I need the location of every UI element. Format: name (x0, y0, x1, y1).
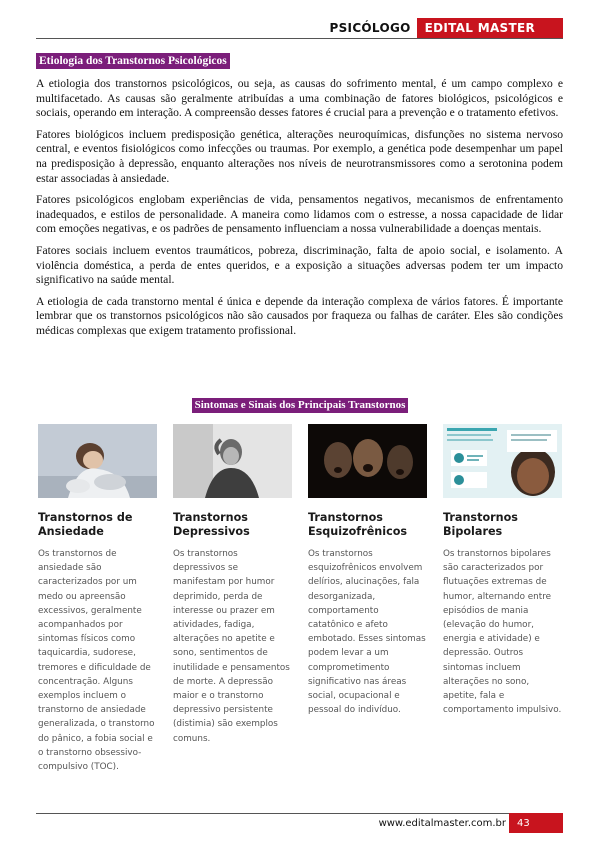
card-title: Transtornos Depressivos (173, 511, 250, 538)
card-title: Transtornos de Ansiedade (38, 511, 133, 538)
paragraph: Fatores biológicos incluem predisposição genética, alterações neuroquímicas, disfunções no sistema nervoso central, e eventos fisiológicos como infecções ou traumas. Por exemplo, a genética pode desempenhar um papel na predisposição à depressão, enquanto alterações nos níveis de neurotransmissores como a serotonina podem estar associadas à ansiedade. (36, 127, 563, 185)
card-text: Os transtornos bipolares são caracterizados por flutuações extremas de humor, alternando entre episódios de mania (elevação do humor, energia e atividade) e depressão. Outros sintomas incluem alterações no sono, apetite, fala e comportamento impulsivo. (443, 549, 562, 716)
paragraph: A etiologia de cada transtorno mental é única e depende da interação complexa de vários fatores. É importante lembrar que os transtornos psicológicos não são causados por fraqueza ou falhas de caráter. Eles são condições médicas complexas que exigem tratamento profissional. (36, 294, 563, 337)
disorder-cards (38, 424, 562, 774)
bipolar-infographic (443, 424, 562, 498)
card-title: Transtornos Bipolares (443, 511, 518, 538)
page-header (324, 18, 563, 38)
card-anxiety (38, 424, 157, 774)
anxious-person-photo (38, 424, 157, 498)
paragraph: Fatores sociais incluem eventos traumáticos, pobreza, discriminação, falta de apoio social, e isolamento. A violência doméstica, a perda de entes queridos, e a exposição a situações adversas podem ter um impacto significativo na saúde mental. (36, 243, 563, 287)
card-text: Os transtornos esquizofrênicos envolvem delírios, alucinações, fala desorganizada, comportamento catatônico e afeto embotado. Esses sintomas podem levar a um comprometimento significativo nas áreas social, ocupacional e pessoal do indivíduo. (308, 549, 426, 716)
card-text: Os transtornos de ansiedade são caracterizados por um medo ou apreensão excessivos, geralmente acompanhados por sintomas físicos como taquicardia, sudorese, tremores e dificuldade de concentração. Alguns exemplos incluem o transtorno de ansiedade generalizada, o transtorno do pânico, a fobia social e o transtorno obsessivo-compulsivo (TOC). (38, 549, 155, 773)
card-depressive (173, 424, 292, 774)
subsection-heading (0, 395, 600, 413)
footer-divider (36, 813, 509, 814)
paragraph: Fatores psicológicos englobam experiências de vida, pensamentos negativos, mecanismos de enfrentamento inadequados, e estilos de personalidade. A maneira como lidamos com o estresse, a nossa capacidade de lidar com emoções negativas, e os padrões de pensamento influenciam a nossa vulnerabilidade a doenças mentais. (36, 193, 563, 236)
paragraph: A etiologia dos transtornos psicológicos, ou seja, as causas do sofrimento mental, é um campo complexo e multifacetado. As causas são geralmente atribuídas a uma combinação de fatores biológicos, psicológicos e sociais, operando em interação. A compreensão desses fatores é crucial para a prevenção e o tratamento efetivos. (36, 77, 563, 120)
card-title: Transtornos Esquizofrênicos (308, 511, 408, 538)
section-title: Etiologia dos Transtornos Psicológicos (36, 53, 230, 69)
header-brand: EDITAL MASTER (417, 18, 563, 38)
dark-faces-photo (308, 424, 427, 498)
subsection-title: Sintomas e Sinais dos Principais Transtornos (192, 398, 409, 413)
card-schizophrenic (308, 424, 427, 774)
card-text: Os transtornos depressivos se manifestam por humor deprimido, perda de interesse ou prazer em atividades, fadiga, alterações no apetite e sono, sentimentos de inutilidade e pensamentos de morte. A depressão maior e o transtorno depressivo persistente (distimia) são exemplos comuns. (173, 549, 290, 744)
depressed-man-photo (173, 424, 292, 498)
header-category: PSICÓLOGO (329, 21, 411, 35)
page-number: 43 (509, 813, 563, 833)
footer-url-link[interactable]: www.editalmaster.com.br (378, 818, 506, 829)
header-divider (36, 38, 563, 39)
card-bipolar (443, 424, 562, 774)
main-content (36, 51, 563, 346)
